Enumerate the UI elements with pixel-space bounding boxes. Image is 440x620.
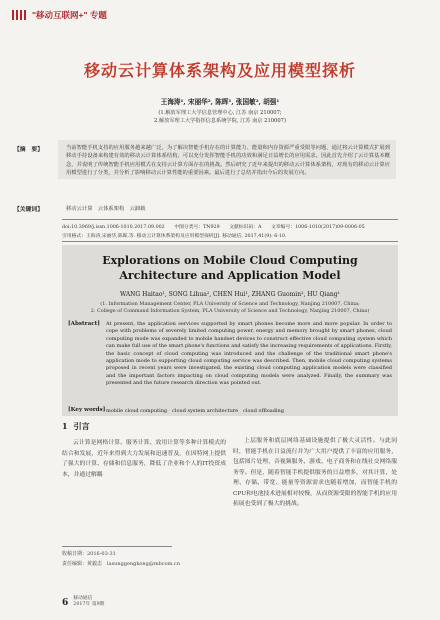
divider <box>62 241 398 242</box>
journal-info <box>73 596 104 608</box>
section-number: 1 <box>62 421 68 431</box>
page-number: 6 <box>62 598 69 608</box>
authors-en: WANG Haitao¹, SONG Lihua², CHEN Hui¹, ZHANG Guomin², HU Qiang¹ <box>119 291 341 298</box>
footnote-divider <box>62 546 172 547</box>
affiliations-cn <box>0 109 440 125</box>
keywords-tag-cn: 【关键词】 <box>14 207 43 213</box>
journal-issue: 2017年 第9期 <box>73 602 105 607</box>
abstract-tag-en: [Abstract] <box>68 321 100 327</box>
section-heading <box>62 421 90 432</box>
keywords-en: mobile cloud computing cloud system architecture cloud offloading <box>106 408 284 414</box>
abstract-cn-box <box>14 140 396 179</box>
editor-contact: 责任编辑：黄毅恚 lasunggengkong@mbcom.cn <box>62 561 180 567</box>
column-label: "移动互联网+" 专题 <box>32 10 107 20</box>
affiliation-en-1: (1. Information Management Center, PLA University of Science and Technology, Nanjing 210007, China; <box>100 301 360 307</box>
keywords-tag-en: [Key words] <box>68 407 106 413</box>
divider <box>62 219 398 220</box>
english-abstract-block <box>62 245 398 416</box>
affiliation-cn-1: (1.解放军理工大学信息管理中心, 江苏 南京 210007; <box>158 110 282 116</box>
section-title: 引言 <box>73 421 90 431</box>
affiliation-en-2: 2. College of Command Information System, PLA University of Science and Technology, Nanjing 210007, China) <box>90 308 370 314</box>
affiliation-cn-2: 2.解放军理工大学指挥信息系统学院, 江苏 南京 210007) <box>154 118 286 124</box>
abstract-cn: 当前智能手机支持的应用服务越来越广泛，为了解决智能手机存在的计算能力、能量和内存资源严重受限等问题，通过将云计算模式扩展到移动手持设备来构建有效的移动云计算体系结构，可以充分发挥智能手机的功效和满足日益增长的应用需求。因此首先介绍了云计算基本概念，并说明了传统智能手机应用模式在支持云计算方面存在的挑战。然后研究了近年来提出的移动云计算体系架构，对现有的移动云计算应用模型进行了分类，并分析了影响移动云计算性能的重要因素。最后进行了总结并指出今后的发展方向。 <box>66 145 390 176</box>
received-date: 收稿日期：2016-03-31 <box>62 551 116 557</box>
meta-line-citation: 引用格式：王海涛,宋丽华,陈晖,等. 移动云计算体系架构及应用模型探析[J]. 移动通信, 2017,41(9): 6-10. <box>62 234 287 239</box>
page-footer <box>62 596 104 608</box>
affiliations-en <box>62 301 398 315</box>
column-header <box>12 8 107 22</box>
article-title-cn: 移动云计算体系架构及应用模型探析 <box>83 61 356 80</box>
authors-cn: 王海涛¹, 宋丽华², 陈晖¹, 张国敏², 胡强¹ <box>160 98 280 106</box>
body-paragraph: 上层服务和底层网络基础设施提供了极大灵活性。与此同时，智能手机在日益流行并为广大用户提供了丰富的应用服务，包括图片处理、音视频服务、游戏、电子商务和在线社交网络服务等。但是，随着智能手机提供服务的日益增多，对其计算、处理、存储、带宽、能量等资源需求也随着增加，而智能手机的CPU和电池技术进展相对较慢，从而资源受限的智能手机的应用拓展也受到了极大的挑战。 <box>233 438 397 507</box>
keywords-cn: 移动云计算 云体系架构 云卸载 <box>66 206 146 212</box>
body-column-left <box>62 438 226 480</box>
body-column-right <box>233 436 397 510</box>
body-paragraph: 云计算是网格计算、服务计算、效用计算等多种计算模式的结合和发展，近年来得到大力发展和迅速普及，在因特网上提供了强大的计算、存储和信息服务，降低了企业和个人的IT投资成本，并通过解耦 <box>62 440 226 478</box>
abstract-tag-cn: 【摘 要】 <box>14 147 43 153</box>
meta-line-doi: doi:10.3969/j.issn.1006-1010.2017.09.002 中图分类号：TN929 文献标识码：A 文章编号：1006-1010(2017)09-0006-05 <box>62 225 365 230</box>
keywords-cn-row <box>14 204 396 213</box>
article-title-en: Explorations on Mobile Cloud Computing Architecture and Application Model <box>102 254 358 282</box>
header-bars-icon <box>12 10 26 20</box>
journal-name: 移动通信 <box>73 596 93 601</box>
abstract-en: At present, the application services supported by smart phones become more and more popular. In order to cope with problems of severely limited computing power, energy and memory brought by smart phones, cloud computing mode was expanded to mobile handset devices to construct effective cloud computing system which can make full use of the smart phone's functions and satisfy the increasing requirements of applications. Firstly, the basic concept of cloud computing was introduced and the challenge of the traditional smart phone's application mode to supporting cloud computing service was described. Then, mobile cloud computing systems proposed in recent years were investigated, the existing cloud computing application models were classified and the important factors impacting on cloud computing models were analyzed. Finally, the summary was presented and the future research direction was pointed out. <box>106 321 392 387</box>
